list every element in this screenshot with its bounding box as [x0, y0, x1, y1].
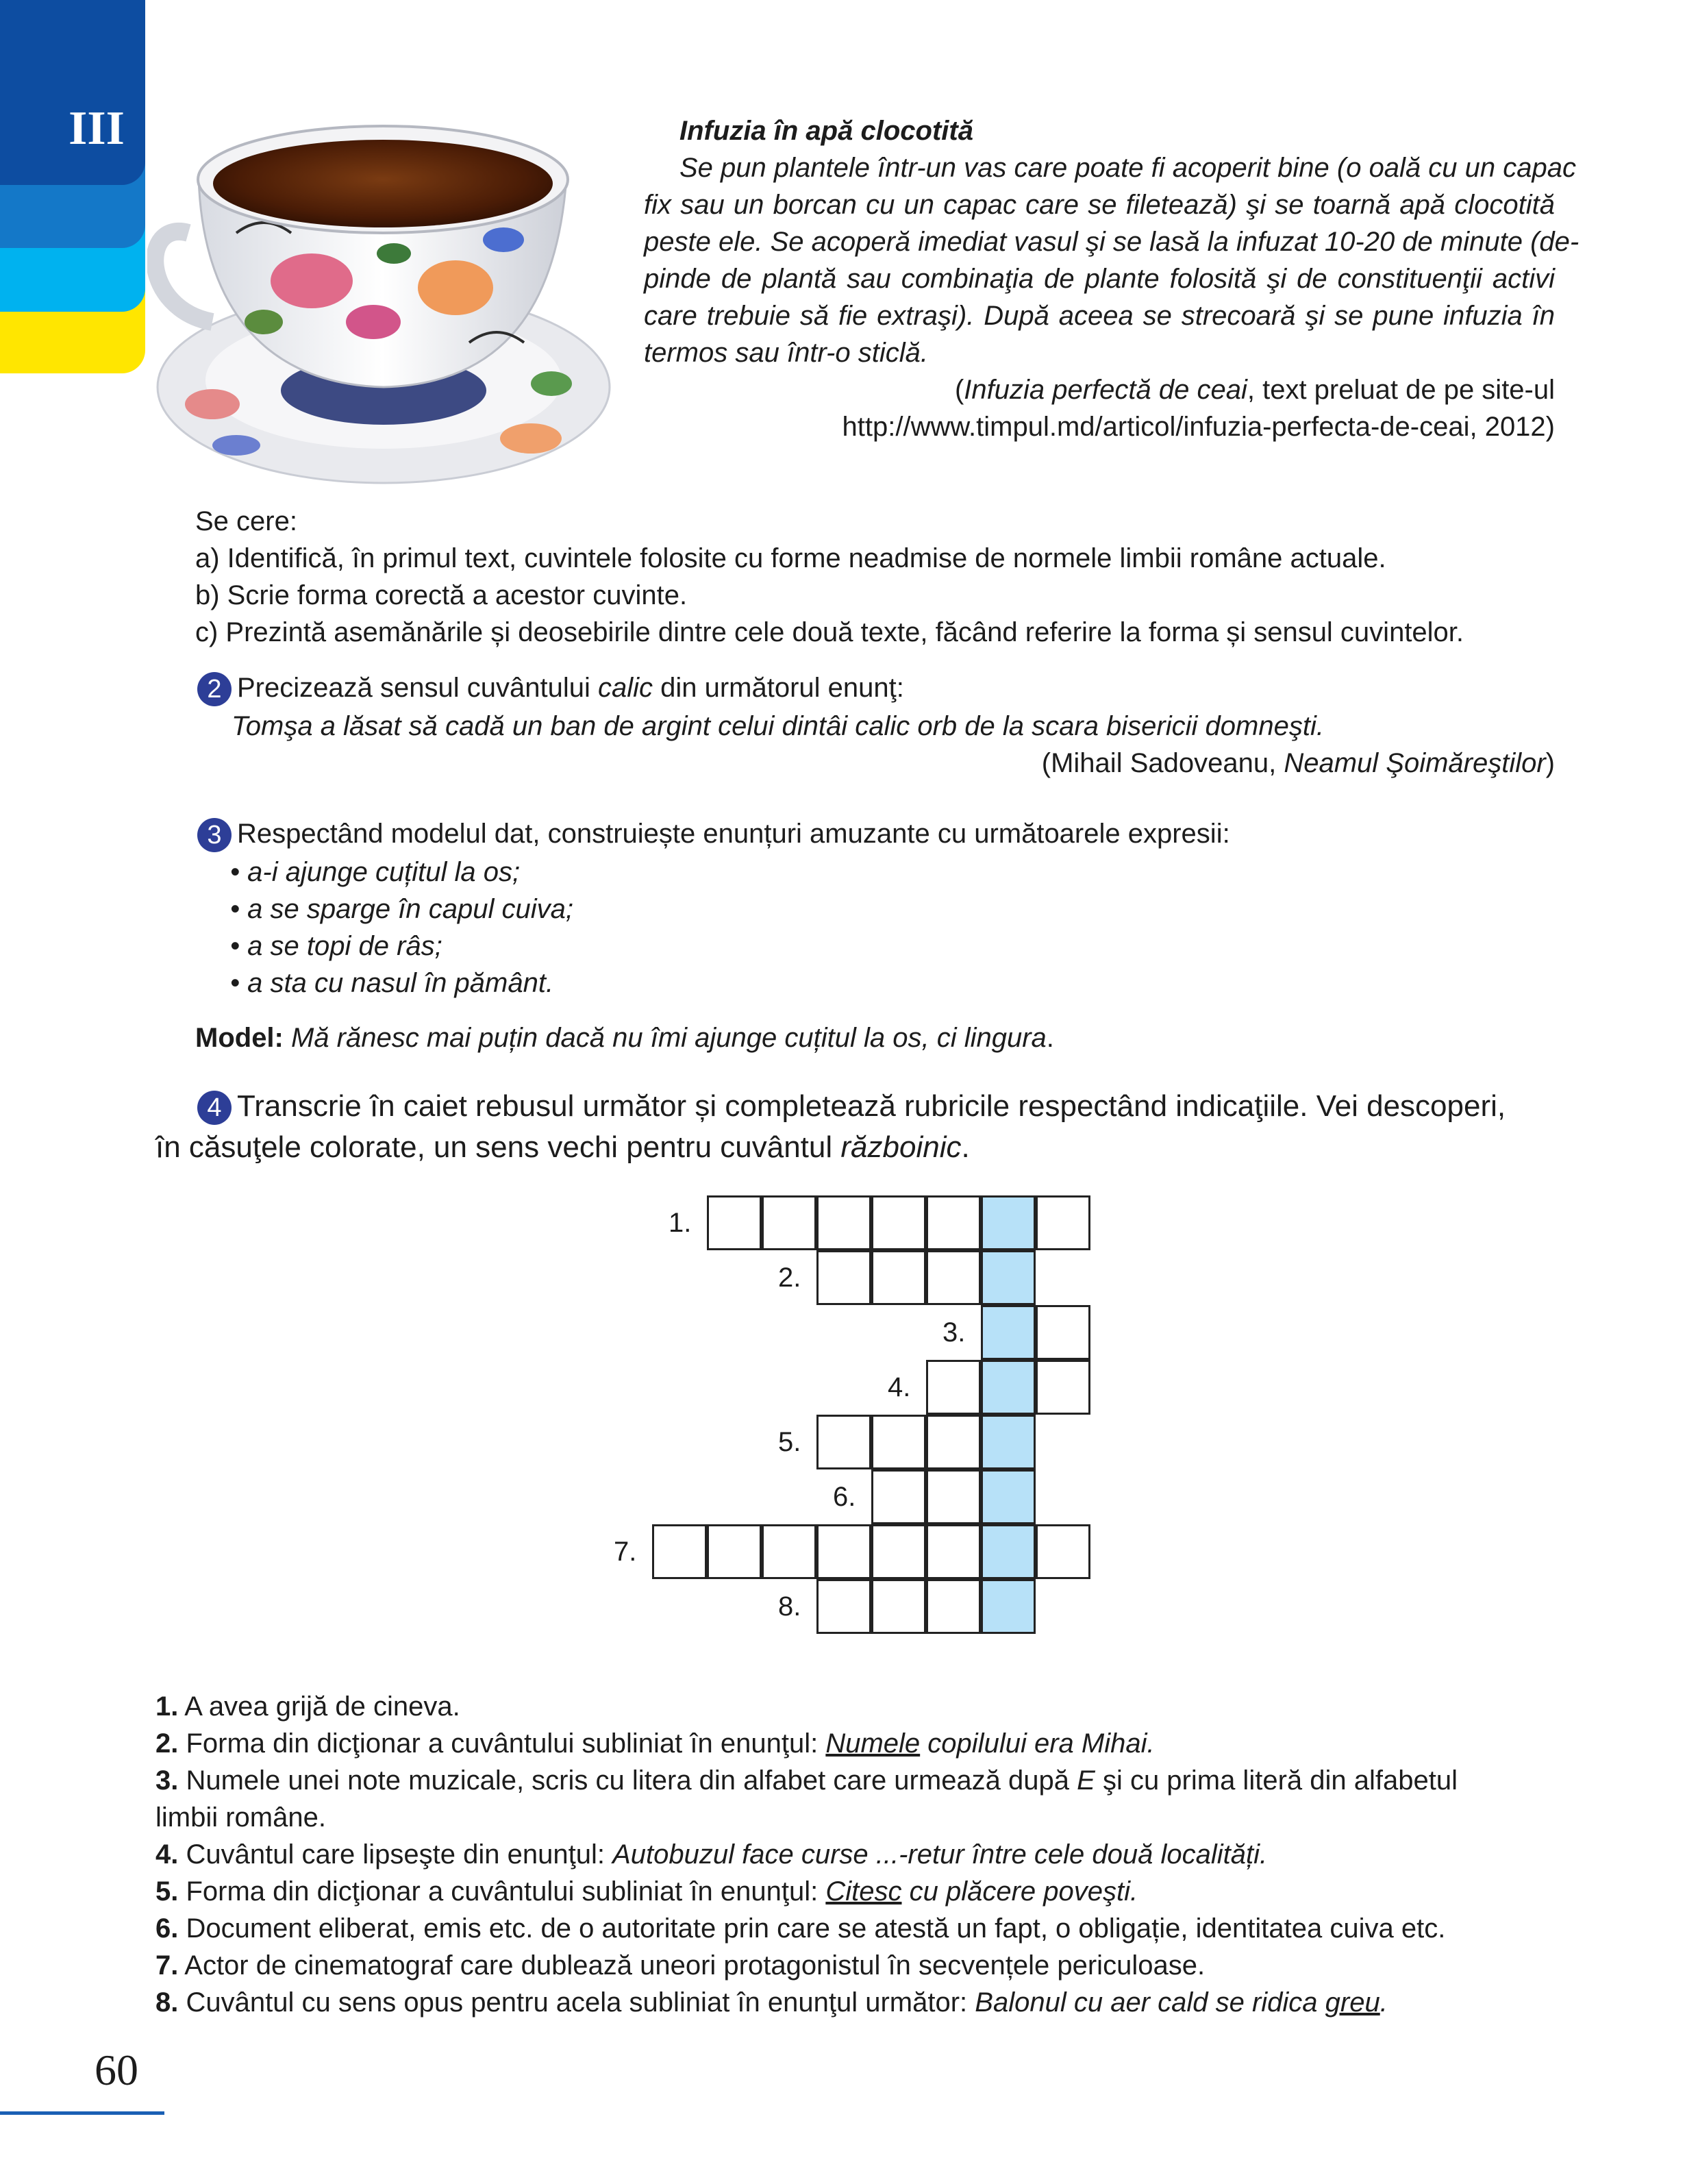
task2-attribution — [1042, 745, 1555, 782]
task3-number-badge: 3 — [197, 818, 232, 852]
crossword-cell — [816, 1195, 871, 1250]
clue-text: Numele unei note muzicale, scris cu litera din alfabet care urmează după — [178, 1765, 1077, 1796]
source-title: Infuzia perfectă de ceai — [964, 375, 1247, 405]
clue-text: Cuvântul care lipseşte din enunţul: — [178, 1839, 613, 1870]
task1-item-b: b) Scrie forma corectă a acestor cuvinte. — [195, 580, 688, 610]
infuzia-line: termos sau într-o sticlă. — [644, 338, 928, 368]
tea-cup-illustration — [147, 116, 620, 490]
task4-prompt-line1 — [197, 1088, 1506, 1125]
task3-prompt — [197, 815, 1230, 852]
crossword-cell-highlighted — [981, 1250, 1036, 1305]
clue-text: Forma din dicţionar a cuvântului subliniat în enunţul: — [178, 1728, 826, 1759]
bullet: • — [230, 857, 240, 887]
line2-post: . — [961, 1130, 970, 1164]
clue-2 — [155, 1725, 1155, 1762]
crossword-row-label: 5. — [778, 1427, 801, 1457]
crossword-cell — [1036, 1360, 1090, 1415]
crossword-cell-highlighted — [981, 1579, 1036, 1634]
clue-number: 3. — [155, 1765, 179, 1796]
task1-item-a: a) Identifică, în primul text, cuvintele folosite cu forme neadmise de normele limbii române actuale. — [195, 543, 1386, 573]
crossword-cell — [871, 1415, 926, 1469]
crossword-cell — [816, 1415, 871, 1469]
crossword-cell-highlighted — [981, 1469, 1036, 1524]
infuzia-line: Se pun plantele într-un vas care poate fi acoperit bine (o oală cu un capac — [679, 153, 1577, 183]
crossword-row-label: 2. — [778, 1263, 801, 1293]
infuzia-line: fix sau un borcan cu un capac care se filetează) şi se toarnă apă clocotită — [644, 190, 1555, 220]
crossword-cell — [707, 1524, 762, 1579]
crossword-cell — [816, 1250, 871, 1305]
underlined-word: greu — [1325, 1987, 1380, 2018]
clue-number: 8. — [155, 1987, 179, 2018]
infuzia-line: care trebuie să fie extraşi). După aceea se strecoară şi se pune infuzia în — [644, 301, 1555, 331]
clue-8 — [155, 1984, 1388, 2021]
task2-prompt-word: calic — [597, 673, 653, 703]
crossword-row-label: 8. — [778, 1591, 801, 1622]
tab-stripe-darkblue — [0, 0, 145, 185]
crossword-cell — [1036, 1305, 1090, 1360]
clue-letter: E — [1077, 1765, 1095, 1796]
crossword-cell — [926, 1579, 981, 1634]
clue-number: 4. — [155, 1839, 179, 1870]
crossword-cell — [926, 1360, 981, 1415]
crossword-row-label: 7. — [614, 1537, 637, 1567]
infuzia-title: Infuzia în apă clocotită — [679, 116, 973, 146]
crossword-cell-highlighted — [981, 1195, 1036, 1250]
clue-number: 7. — [155, 1950, 179, 1981]
task3-expression — [230, 965, 553, 1002]
crossword-cell — [871, 1195, 926, 1250]
clue-number: 1. — [155, 1691, 179, 1722]
crossword-cell — [926, 1524, 981, 1579]
crossword-row-label: 6. — [833, 1482, 856, 1512]
expression-text: a se sparge în capul cuiva; — [247, 894, 573, 924]
infuzia-line: pinde de plantă sau combinaţia de plante folosită şi de constituenţii activi — [644, 264, 1555, 294]
expression-text: a se topi de râs; — [247, 931, 442, 961]
infuzia-line: peste ele. Se acoperă imediat vasul şi se lasă la infuzat 10-20 de minute (de- — [644, 227, 1580, 257]
task2-number-badge: 2 — [197, 672, 232, 706]
crossword-cell-highlighted — [981, 1415, 1036, 1469]
task2-prompt-post: din următorul enunţ: — [652, 673, 904, 703]
crossword-row-label: 3. — [942, 1317, 966, 1348]
task3-expression — [230, 891, 573, 928]
crossword-cell — [871, 1250, 926, 1305]
page-number: 60 — [95, 2046, 138, 2094]
clue-6 — [155, 1910, 1445, 1947]
clue-text: Actor de cinematograf care dublează uneori protagonistul în secvențele periculoase. — [178, 1950, 1206, 1981]
chapter-label: III — [68, 102, 125, 155]
crossword-cell-highlighted — [981, 1524, 1036, 1579]
infuzia-paragraph — [644, 149, 1580, 371]
crossword-cell — [762, 1524, 816, 1579]
crossword-cell — [871, 1524, 926, 1579]
task2-prompt — [197, 669, 904, 706]
clue-1 — [155, 1688, 460, 1725]
crossword-cell — [926, 1415, 981, 1469]
task4-number-badge: 4 — [197, 1091, 232, 1125]
clue-5 — [155, 1873, 1138, 1910]
model-label: Model: — [195, 1023, 284, 1053]
line2-word: războinic — [840, 1130, 962, 1164]
model-end: . — [1046, 1023, 1054, 1053]
infuzia-source-url: http://www.timpul.md/articol/infuzia-perfecta-de-ceai, 2012) — [842, 412, 1555, 442]
crossword-cell — [762, 1195, 816, 1250]
attrib-title: Neamul Şoimăreştilor — [1284, 748, 1546, 778]
clue-number: 5. — [155, 1876, 179, 1907]
clue-text: Cuvântul cu sens opus pentru acela subliniat în enunţul următor: — [178, 1987, 975, 2018]
crossword-cell — [926, 1195, 981, 1250]
crossword-cell — [1036, 1195, 1090, 1250]
model-text: Mă rănesc mai puțin dacă nu îmi ajunge cuțitul la os, ci lingura — [291, 1023, 1047, 1053]
task2-prompt-pre: Precizează sensul cuvântului — [237, 673, 598, 703]
expression-text: a-i ajunge cuțitul la os; — [247, 857, 521, 887]
clue-3 — [155, 1762, 1458, 1799]
line2-pre: în căsuţele colorate, un sens vechi pentru cuvântul — [155, 1130, 841, 1164]
clue-number: 6. — [155, 1913, 179, 1944]
crossword-cell — [871, 1579, 926, 1634]
crossword-cell — [652, 1524, 707, 1579]
crossword-cell — [871, 1469, 926, 1524]
task3-expression — [230, 928, 442, 965]
clue-text: şi cu prima literă din alfabetul — [1095, 1765, 1458, 1796]
source-open: ( — [954, 375, 964, 405]
task3-model — [195, 1019, 1054, 1056]
underlined-word: Numele — [825, 1728, 921, 1759]
task4-prompt-line2 — [155, 1129, 970, 1166]
task3-prompt-text: Respectând modelul dat, construiește enunțuri amuzante cu următoarele expresii: — [237, 819, 1230, 849]
page-number-rule — [0, 2111, 164, 2115]
source-rest: , text preluat de pe site-ul — [1247, 375, 1555, 405]
clue-text: A avea grijă de cineva. — [178, 1691, 460, 1722]
task2-quote: Tomşa a lăsat să cadă un ban de argint celui dintâi calic orb de la scara bisericii domneşti. — [232, 711, 1324, 741]
task4-line1-text: Transcrie în caiet rebusul următor și completează rubricile respectând indicaţiile. Vei descoperi, — [237, 1089, 1506, 1123]
clue-7 — [155, 1947, 1205, 1984]
crossword-cell — [1036, 1524, 1090, 1579]
crossword-cell — [926, 1469, 981, 1524]
clue-example: cu plăcere poveşti. — [901, 1876, 1138, 1907]
crossword-cell — [816, 1524, 871, 1579]
task1-intro: Se cere: — [195, 506, 297, 536]
crossword-cell — [926, 1250, 981, 1305]
crossword-row-label: 1. — [669, 1208, 692, 1238]
clue-4 — [155, 1836, 1267, 1873]
clue-example: copilului era Mihai. — [920, 1728, 1155, 1759]
clue-example: Balonul cu aer cald se ridica — [975, 1987, 1325, 2018]
crossword-cell — [707, 1195, 762, 1250]
crossword-cell-highlighted — [981, 1360, 1036, 1415]
bullet: • — [230, 894, 240, 924]
infuzia-source — [955, 371, 1555, 408]
attrib-post: ) — [1545, 748, 1555, 778]
task3-expression — [230, 854, 520, 891]
expression-text: a sta cu nasul în pământ. — [247, 968, 554, 998]
clue-text: Document eliberat, emis etc. de o autoritate prin care se atestă un fapt, o obligație, identitatea cuiva etc. — [178, 1913, 1446, 1944]
clue-example: Autobuzul face curse ...-retur între cele două localități. — [612, 1839, 1268, 1870]
attrib-pre: (Mihail Sadoveanu, — [1041, 748, 1284, 778]
crossword-cell-highlighted — [981, 1305, 1036, 1360]
clue-number: 2. — [155, 1728, 179, 1759]
underlined-word: Citesc — [825, 1876, 902, 1907]
bullet: • — [230, 931, 240, 961]
crossword-row-label: 4. — [888, 1372, 911, 1402]
crossword-cell — [816, 1579, 871, 1634]
bullet: • — [230, 968, 240, 998]
clue-3-continued: limbii române. — [155, 1802, 326, 1833]
task1-item-c: c) Prezintă asemănările și deosebirile dintre cele două texte, făcând referire la forma și sensul cuvintelor. — [195, 617, 1464, 647]
clue-end: . — [1379, 1987, 1388, 2018]
clue-text: Forma din dicţionar a cuvântului subliniat în enunţul: — [178, 1876, 826, 1907]
